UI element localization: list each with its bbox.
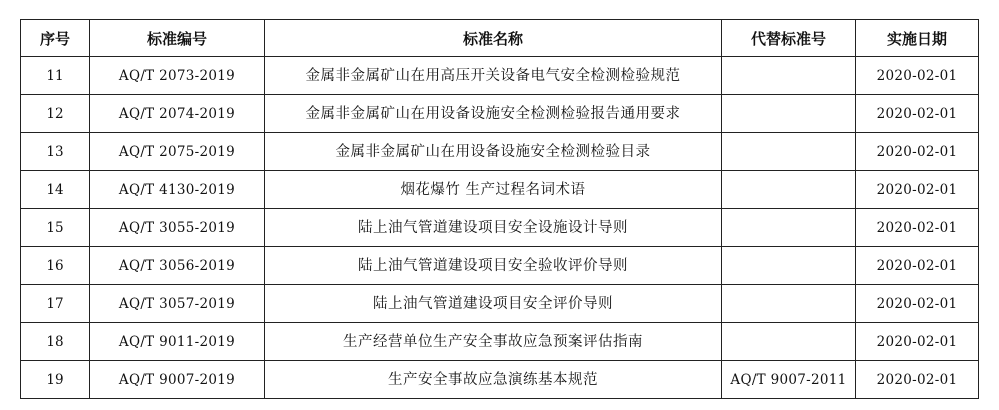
cell-standard-name: 陆上油气管道建设项目安全验收评价导则 — [265, 247, 722, 285]
cell-standard-name: 金属非金属矿山在用设备设施安全检测检验目录 — [265, 133, 722, 171]
table-row — [21, 361, 979, 399]
cell-standard-code: AQ/T 2075-2019 — [90, 133, 265, 171]
cell-serial-number: 15 — [21, 209, 90, 247]
cell-replaced-standard — [722, 323, 856, 361]
cell-standard-code: AQ/T 3055-2019 — [90, 209, 265, 247]
cell-replaced-standard — [722, 133, 856, 171]
table-row — [21, 285, 979, 323]
cell-standard-name: 金属非金属矿山在用设备设施安全检测检验报告通用要求 — [265, 95, 722, 133]
cell-replaced-standard: AQ/T 9007-2011 — [722, 361, 856, 399]
cell-standard-name: 陆上油气管道建设项目安全设施设计导则 — [265, 209, 722, 247]
table-row — [21, 57, 979, 95]
cell-standard-name: 生产安全事故应急演练基本规范 — [265, 361, 722, 399]
cell-implementation-date: 2020-02-01 — [856, 247, 979, 285]
header-replaced-standard: 代替标准号 — [722, 20, 856, 57]
standards-table — [20, 19, 979, 399]
cell-standard-code: AQ/T 9007-2019 — [90, 361, 265, 399]
header-implementation-date: 实施日期 — [856, 20, 979, 57]
cell-implementation-date: 2020-02-01 — [856, 209, 979, 247]
cell-replaced-standard — [722, 57, 856, 95]
cell-serial-number: 19 — [21, 361, 90, 399]
cell-implementation-date: 2020-02-01 — [856, 285, 979, 323]
cell-standard-code: AQ/T 3057-2019 — [90, 285, 265, 323]
cell-standard-code: AQ/T 9011-2019 — [90, 323, 265, 361]
cell-serial-number: 11 — [21, 57, 90, 95]
cell-serial-number: 16 — [21, 247, 90, 285]
cell-serial-number: 14 — [21, 171, 90, 209]
cell-serial-number: 13 — [21, 133, 90, 171]
table-row — [21, 95, 979, 133]
header-serial-number: 序号 — [21, 20, 90, 57]
cell-standard-code: AQ/T 2074-2019 — [90, 95, 265, 133]
cell-implementation-date: 2020-02-01 — [856, 361, 979, 399]
cell-replaced-standard — [722, 95, 856, 133]
standards-table-container — [20, 19, 979, 399]
cell-standard-code: AQ/T 2073-2019 — [90, 57, 265, 95]
table-row — [21, 133, 979, 171]
cell-implementation-date: 2020-02-01 — [856, 323, 979, 361]
table-row — [21, 171, 979, 209]
cell-implementation-date: 2020-02-01 — [856, 57, 979, 95]
cell-serial-number: 17 — [21, 285, 90, 323]
cell-serial-number: 18 — [21, 323, 90, 361]
cell-standard-name: 金属非金属矿山在用高压开关设备电气安全检测检验规范 — [265, 57, 722, 95]
cell-replaced-standard — [722, 171, 856, 209]
table-row — [21, 247, 979, 285]
cell-replaced-standard — [722, 247, 856, 285]
cell-implementation-date: 2020-02-01 — [856, 133, 979, 171]
cell-standard-code: AQ/T 3056-2019 — [90, 247, 265, 285]
cell-implementation-date: 2020-02-01 — [856, 95, 979, 133]
cell-replaced-standard — [722, 209, 856, 247]
header-standard-name: 标准名称 — [265, 20, 722, 57]
cell-standard-code: AQ/T 4130-2019 — [90, 171, 265, 209]
cell-standard-name: 生产经营单位生产安全事故应急预案评估指南 — [265, 323, 722, 361]
cell-implementation-date: 2020-02-01 — [856, 171, 979, 209]
table-row — [21, 209, 979, 247]
cell-serial-number: 12 — [21, 95, 90, 133]
cell-standard-name: 烟花爆竹 生产过程名词术语 — [265, 171, 722, 209]
table-row — [21, 323, 979, 361]
header-standard-code: 标准编号 — [90, 20, 265, 57]
cell-replaced-standard — [722, 285, 856, 323]
cell-standard-name: 陆上油气管道建设项目安全评价导则 — [265, 285, 722, 323]
table-header-row — [21, 20, 979, 57]
